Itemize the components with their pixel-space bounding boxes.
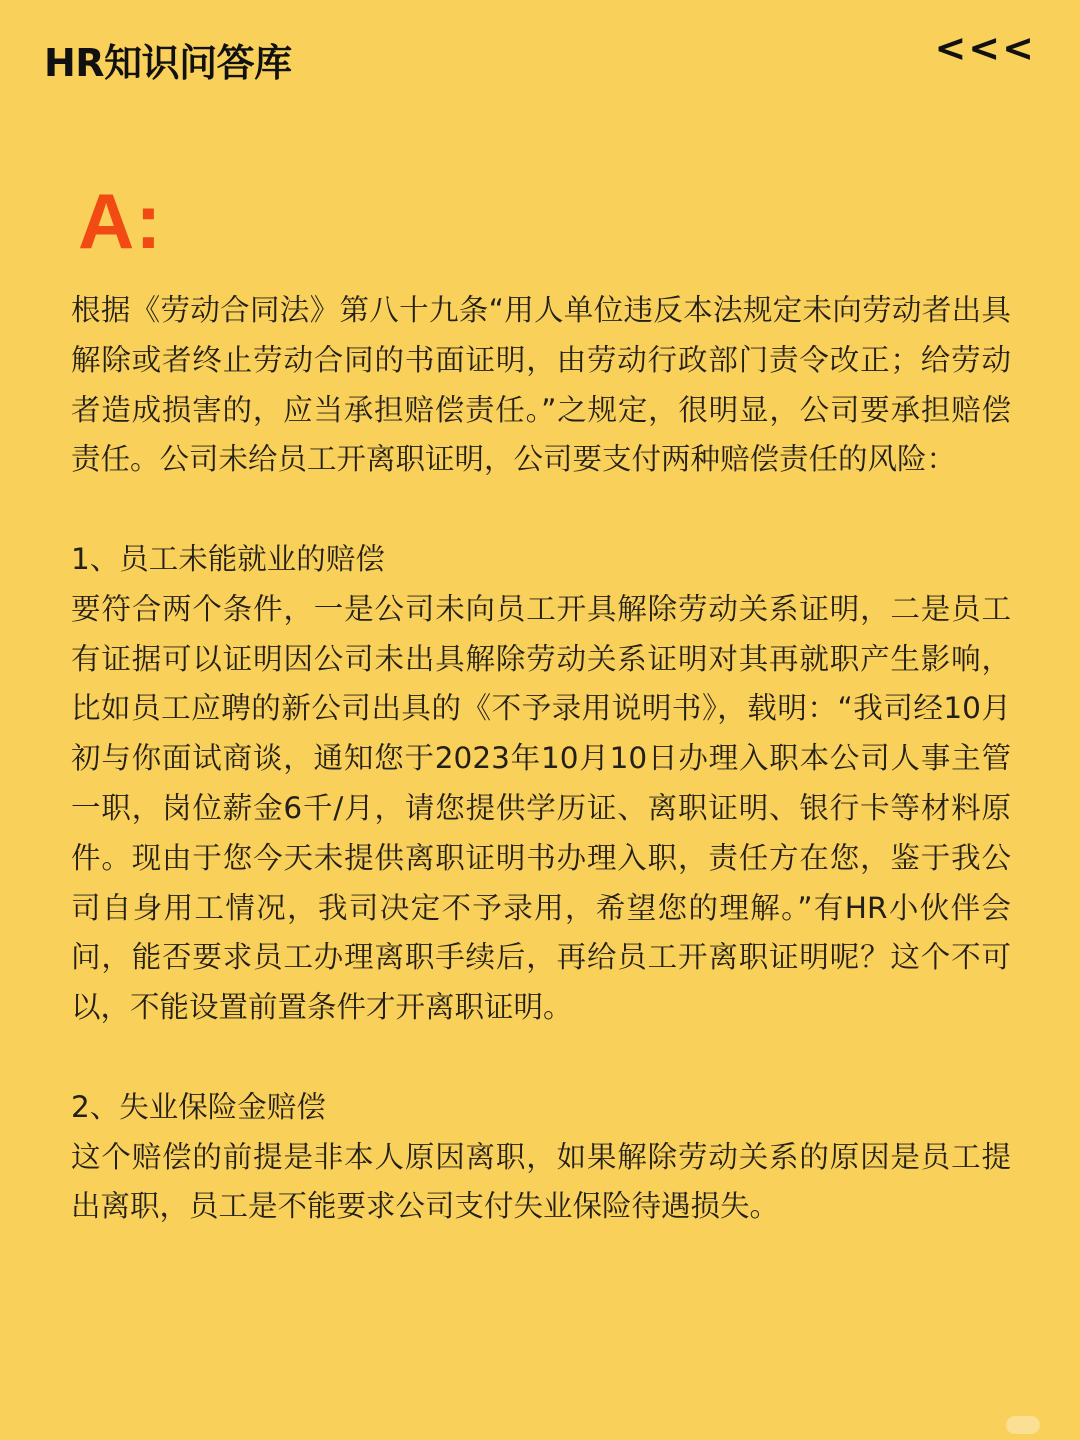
section-body: 这个赔偿的前提是非本人原因离职，如果解除劳动关系的原因是员工提出离职，员工是不能要求公司支付失业保险待遇损失。 xyxy=(71,1139,1011,1224)
back-arrows-icon[interactable]: <<< xyxy=(934,26,1036,70)
paragraph-spacer xyxy=(71,485,1011,535)
section-heading: 2、失业保险金赔偿 xyxy=(71,1089,326,1124)
paragraph-spacer xyxy=(71,1033,1011,1083)
intro-paragraph: 根据《劳动合同法》第八十九条“用人单位违反本法规定未向劳动者出具解除或者终止劳动合同的书面证明，由劳动行政部门责令改正；给劳动者造成损害的，应当承担赔偿责任。”之规定，很明显，公司要承担赔偿责任。公司未给员工开离职证明，公司要支付两种赔偿责任的风险： xyxy=(71,293,1011,477)
page-title: HR知识问答库 xyxy=(44,41,292,85)
watermark xyxy=(1006,1416,1040,1434)
answer-label: A: xyxy=(78,177,163,265)
section-heading: 1、员工未能就业的赔偿 xyxy=(71,541,385,576)
section-body: 要符合两个条件，一是公司未向员工开具解除劳动关系证明，二是员工有证据可以证明因公司未出具解除劳动关系证明对其再就职产生影响，比如员工应聘的新公司出具的《不予录用说明书》，载明：“我司经10月初与你面试商谈，通知您于2023年10月10日办理入职本公司人事主管一职，岗位薪金6千/月，请您提供学历证、离职证明、银行卡等材料原件。现由于您今天未提供离职证明书办理入职，责任方在您，鉴于我公司自身用工情况，我司决定不予录用，希望您的理解。”有HR小伙伴会问，能否要求员工办理离职手续后，再给员工开离职证明呢？这个不可以，不能设置前置条件才开离职证明。 xyxy=(71,591,1011,1025)
answer-content xyxy=(71,286,1011,1232)
